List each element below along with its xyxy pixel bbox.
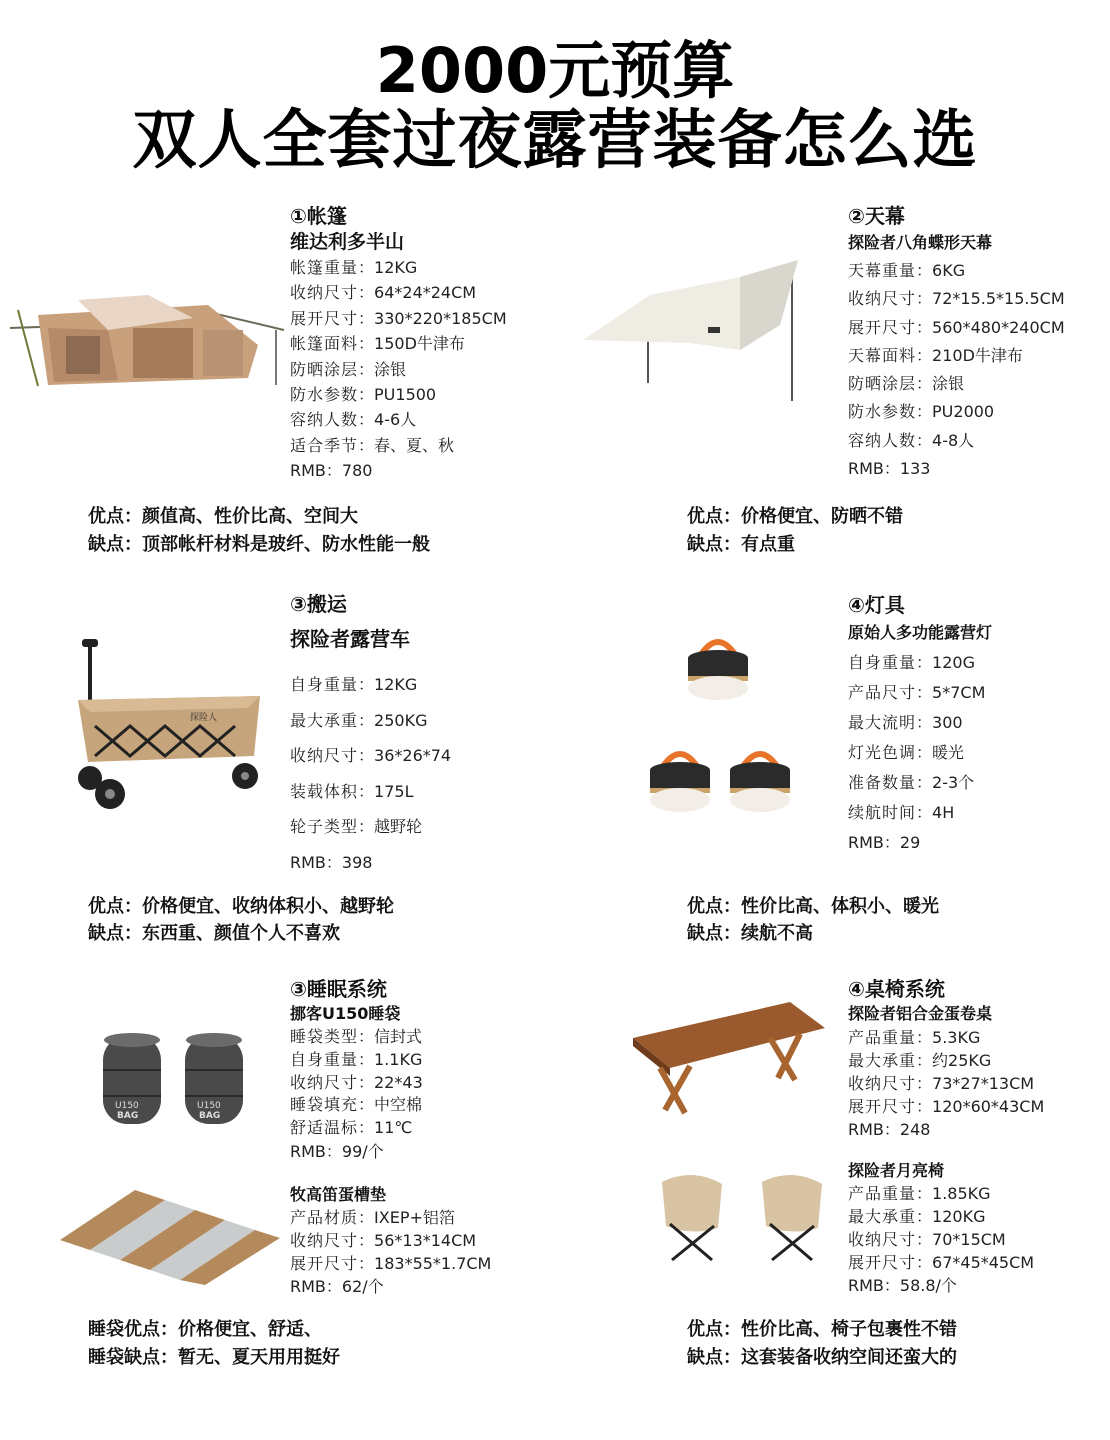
spec-value: 67*45*45CM — [932, 1253, 1035, 1272]
spec-key: 最大承重 — [848, 1051, 917, 1070]
spec-key: 收纳尺寸 — [848, 1230, 917, 1249]
spec-row: 容纳人数：4-8人 — [848, 430, 975, 450]
tarp-price: RMB：133 — [848, 459, 931, 479]
spec-key: 展开尺寸 — [848, 1253, 917, 1272]
chair-product-name: 探险者月亮椅 — [848, 1161, 945, 1180]
spec-row: 睡袋填充：中空棉 — [290, 1095, 423, 1115]
spec-value: 4-8人 — [932, 430, 975, 450]
spec-row: 收纳尺寸：73*27*13CM — [848, 1074, 1035, 1093]
moon-chair-image — [652, 1172, 842, 1262]
spec-row: 自身重量：12KG — [290, 675, 418, 694]
spec-value: 12KG — [374, 258, 418, 277]
spec-value: 210D牛津布 — [932, 345, 1023, 365]
spec-key: 自身重量 — [848, 653, 917, 672]
table-section-title: ④桌椅系统 — [848, 977, 945, 1001]
lamp-cons: 缺点：续航不高 — [687, 923, 813, 944]
spec-key: 收纳尺寸 — [290, 1072, 359, 1092]
chair-block — [848, 1159, 1034, 1297]
spec-value: 6KG — [932, 261, 966, 280]
spec-key: 收纳尺寸 — [290, 283, 359, 303]
pad-price: RMB：62/个 — [290, 1277, 384, 1296]
chair-price: RMB：58.8/个 — [848, 1276, 957, 1295]
spec-value: 73*27*13CM — [932, 1074, 1035, 1093]
spec-key: 舒适温标 — [290, 1118, 359, 1138]
spec-value: 183*55*1.7CM — [374, 1254, 492, 1273]
sleep-block — [290, 976, 423, 1163]
sleeping-bag-image — [95, 1030, 255, 1130]
spec-value: 56*13*14CM — [374, 1231, 477, 1250]
tent-pros: 优点：颜值高、性价比高、空间大 — [88, 506, 358, 527]
spec-key: 天幕重量 — [848, 261, 917, 280]
spec-value: 120*60*43CM — [932, 1097, 1045, 1116]
spec-key: 睡袋类型 — [290, 1027, 359, 1046]
spec-key: 产品材质 — [290, 1208, 359, 1227]
page-title-line2: 双人全套过夜露营装备怎么选 — [132, 104, 978, 178]
spec-key: 容纳人数 — [848, 430, 917, 450]
spec-value: 涂银 — [374, 359, 407, 379]
lamp-product-name: 原始人多功能露营灯 — [848, 623, 993, 642]
spec-value: 64*24*24CM — [374, 283, 477, 303]
page-title-line1: 2000元预算 — [375, 34, 735, 107]
spec-key: 收纳尺寸 — [290, 746, 359, 766]
spec-row: 收纳尺寸：64*24*24CM — [290, 283, 477, 303]
spec-row: 帐篷面料：150D牛津布 — [290, 334, 465, 354]
spec-row: 轮子类型：越野轮 — [290, 817, 423, 837]
spec-key: 天幕面料 — [848, 345, 917, 365]
spec-row: 舒适温标：11℃ — [290, 1118, 413, 1138]
lamp-image — [640, 628, 810, 818]
spec-key: 防水参数 — [290, 385, 359, 405]
spec-value: 5.3KG — [932, 1028, 981, 1047]
spec-key: 展开尺寸 — [290, 308, 359, 328]
spec-value: 70*15CM — [932, 1230, 1006, 1249]
spec-row: 准备数量：2-3个 — [848, 773, 975, 792]
spec-value: 信封式 — [374, 1027, 423, 1046]
spec-row: 天幕重量：6KG — [848, 261, 966, 280]
spec-key: 产品重量 — [848, 1184, 917, 1203]
spec-key: 灯光色调 — [848, 743, 917, 762]
spec-key: 收纳尺寸 — [290, 1231, 359, 1250]
spec-row: 续航时间：4H — [848, 803, 955, 822]
spec-row: 展开尺寸：330*220*185CM — [290, 308, 507, 328]
spec-value: 2-3个 — [932, 773, 975, 792]
spec-row: 适合季节：春、夏、秋 — [290, 435, 455, 455]
spec-value: IXEP+铝箔 — [374, 1208, 455, 1227]
table-pros: 优点：性价比高、椅子包裹性不错 — [687, 1319, 957, 1340]
tarp-product-name: 探险者八角蝶形天幕 — [848, 233, 993, 252]
sleeping-bag-label-1: U150 — [115, 1101, 139, 1111]
spec-key: 帐篷重量 — [290, 258, 359, 277]
cart-price: RMB：398 — [290, 852, 373, 872]
spec-row: 最大流明：300 — [848, 713, 963, 732]
spec-key: 产品尺寸 — [848, 683, 917, 702]
spec-row: 容纳人数：4-6人 — [290, 410, 417, 430]
tent-product-name: 维达利多半山 — [290, 231, 405, 253]
pad-block — [290, 1184, 491, 1298]
spec-value: 约25KG — [932, 1051, 992, 1070]
spec-row: 灯光色调：暖光 — [848, 743, 965, 762]
tarp-cons: 缺点：有点重 — [687, 534, 795, 555]
spec-value: 150D牛津布 — [374, 334, 465, 354]
spec-row: 展开尺寸：560*480*240CM — [848, 317, 1065, 337]
spec-key: 帐篷面料 — [290, 334, 359, 354]
spec-row: 产品尺寸：5*7CM — [848, 683, 986, 702]
spec-row: 防水参数：PU1500 — [290, 385, 437, 405]
spec-row: 收纳尺寸：56*13*14CM — [290, 1231, 477, 1250]
spec-value: 5*7CM — [932, 683, 986, 702]
spec-row: 收纳尺寸：36*26*74 — [290, 746, 452, 766]
spec-row: 装载体积：175L — [290, 781, 414, 801]
spec-key: 自身重量 — [290, 675, 359, 694]
spec-row: 展开尺寸：183*55*1.7CM — [290, 1254, 492, 1273]
spec-key: 展开尺寸 — [848, 317, 917, 337]
spec-value: 4H — [932, 803, 955, 822]
spec-row: 最大承重：250KG — [290, 710, 428, 730]
spec-row: 防晒涂层：涂银 — [848, 374, 965, 394]
spec-value: 560*480*240CM — [932, 317, 1065, 337]
cart-section-title: ③搬运 — [290, 592, 347, 616]
spec-key: 展开尺寸 — [848, 1097, 917, 1116]
sleeping-bag-label-4: BAG — [199, 1111, 221, 1121]
spec-row: 收纳尺寸：72*15.5*15.5CM — [848, 289, 1065, 309]
spec-value: 175L — [374, 781, 414, 801]
spec-value: 春、夏、秋 — [374, 435, 455, 455]
spec-value: 22*43 — [374, 1072, 423, 1092]
tent-cons: 缺点：顶部帐杆材料是玻纤、防水性能一般 — [88, 534, 430, 555]
spec-key: 轮子类型 — [290, 817, 359, 837]
spec-value: 12KG — [374, 675, 418, 694]
spec-key: 最大承重 — [848, 1207, 917, 1226]
spec-row: 收纳尺寸：70*15CM — [848, 1230, 1006, 1249]
spec-value: 300 — [932, 713, 963, 732]
table-price: RMB：248 — [848, 1120, 931, 1139]
spec-value: 120G — [932, 653, 975, 672]
spec-key: 最大流明 — [848, 713, 917, 732]
spec-row: 防水参数：PU2000 — [848, 402, 995, 422]
sleeping-bag-label-3: U150 — [197, 1101, 221, 1111]
spec-row: 最大承重：约25KG — [848, 1051, 992, 1070]
spec-key: 准备数量 — [848, 773, 917, 792]
tarp-section-title: ②天幕 — [848, 204, 905, 228]
cart-block — [290, 591, 451, 881]
spec-value: 250KG — [374, 710, 428, 730]
spec-row: 自身重量：120G — [848, 653, 975, 672]
table-block — [848, 976, 1044, 1141]
tent-price: RMB：780 — [290, 461, 373, 481]
spec-key: 睡袋填充 — [290, 1095, 359, 1115]
cart-cons: 缺点：东西重、颜值个人不喜欢 — [88, 923, 340, 944]
spec-row: 自身重量：1.1KG — [290, 1049, 423, 1069]
spec-key: 产品重量 — [848, 1028, 917, 1047]
spec-value: 330*220*185CM — [374, 308, 507, 328]
spec-row: 帐篷重量：12KG — [290, 258, 418, 277]
spec-key: 收纳尺寸 — [848, 289, 917, 309]
sleep-section-title: ③睡眠系统 — [290, 977, 387, 1001]
spec-value: 越野轮 — [374, 817, 423, 837]
spec-key: 防水参数 — [848, 402, 917, 422]
spec-value: 1.85KG — [932, 1184, 991, 1203]
spec-row: 最大承重：120KG — [848, 1207, 986, 1226]
spec-value: 120KG — [932, 1207, 986, 1226]
spec-row: 收纳尺寸：22*43 — [290, 1072, 423, 1092]
lamp-pros: 优点：性价比高、体积小、暖光 — [687, 896, 939, 917]
cart-pros: 优点：价格便宜、收纳体积小、越野轮 — [88, 896, 394, 917]
spec-value: 暖光 — [932, 743, 965, 762]
spec-value: 1.1KG — [374, 1049, 423, 1069]
cart-product-name: 探险者露营车 — [290, 627, 410, 651]
spec-key: 收纳尺寸 — [848, 1074, 917, 1093]
sleeping-bag-label-2: BAG — [117, 1111, 139, 1121]
spec-row: 产品重量：5.3KG — [848, 1028, 981, 1047]
sleep-product-name: 挪客U150睡袋 — [290, 1004, 401, 1023]
tent-image — [8, 290, 288, 390]
spec-row: 展开尺寸：120*60*43CM — [848, 1097, 1045, 1116]
spec-value: 11℃ — [374, 1118, 413, 1138]
spec-key: 装载体积 — [290, 781, 359, 801]
tarp-pros: 优点：价格便宜、防晒不错 — [687, 506, 903, 527]
cart-brand-text: 探险人 — [190, 713, 218, 723]
lamp-section-title: ④灯具 — [848, 593, 905, 617]
sleep-cons: 睡袋缺点：暂无、夏天用用挺好 — [88, 1347, 340, 1368]
spec-row: 防晒涂层：涂银 — [290, 359, 407, 379]
tarp-block — [848, 203, 1065, 483]
lamp-block — [848, 592, 992, 858]
pad-product-name: 牧高笛蛋槽垫 — [290, 1185, 387, 1204]
spec-key: 展开尺寸 — [290, 1254, 359, 1273]
tarp-image — [580, 255, 840, 405]
cart-image — [70, 636, 270, 821]
spec-value: 涂银 — [932, 374, 965, 394]
tent-block — [290, 203, 507, 484]
spec-value: PU1500 — [374, 385, 437, 405]
spec-value: 72*15.5*15.5CM — [932, 289, 1065, 309]
roll-table-image — [630, 998, 830, 1118]
lamp-price: RMB：29 — [848, 833, 921, 852]
table-product-name: 探险者铝合金蛋卷桌 — [848, 1004, 993, 1023]
table-cons: 缺点：这套装备收纳空间还蛮大的 — [687, 1347, 957, 1368]
spec-key: 防晒涂层 — [848, 374, 917, 394]
tent-section-title: ①帐篷 — [290, 204, 347, 228]
sleep-price: RMB：99/个 — [290, 1141, 384, 1161]
spec-row: 展开尺寸：67*45*45CM — [848, 1253, 1035, 1272]
spec-value: 4-6人 — [374, 410, 417, 430]
spec-key: 容纳人数 — [290, 410, 359, 430]
spec-row: 天幕面料：210D牛津布 — [848, 345, 1023, 365]
spec-key: 最大承重 — [290, 710, 359, 730]
spec-key: 防晒涂层 — [290, 359, 359, 379]
spec-value: 36*26*74 — [374, 746, 452, 766]
spec-key: 适合季节 — [290, 435, 359, 455]
sleep-pros: 睡袋优点：价格便宜、舒适、 — [88, 1319, 322, 1340]
spec-row: 产品材质：IXEP+铝箔 — [290, 1208, 455, 1227]
spec-value: PU2000 — [932, 402, 995, 422]
egg-crate-pad-image — [55, 1180, 285, 1285]
spec-key: 自身重量 — [290, 1049, 359, 1069]
spec-key: 续航时间 — [848, 803, 917, 822]
spec-row: 产品重量：1.85KG — [848, 1184, 991, 1203]
spec-value: 中空棉 — [374, 1095, 423, 1115]
spec-row: 睡袋类型：信封式 — [290, 1027, 423, 1046]
